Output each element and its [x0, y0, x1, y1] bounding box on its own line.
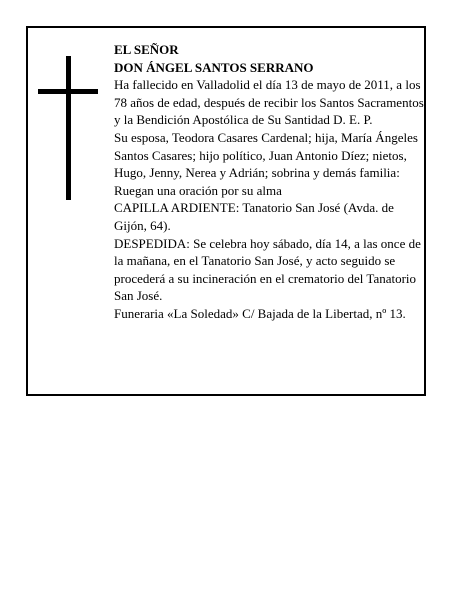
obituary-notice: [26, 26, 426, 396]
prayer-request: Ruegan una oración por su alma: [114, 182, 282, 198]
cross-icon: [38, 56, 102, 200]
notice-heading-title: EL SEÑOR: [114, 42, 179, 57]
notice-text: [114, 41, 424, 323]
family-list: Su esposa, Teodora Casares Cardenal; hija, María Ángeles Santos Casares; hijo político, Juan Antonio Díez; nietos, Hugo, Jenny, Nerea y Adrián; sobrina y demás familia:: [114, 129, 418, 181]
funeral-home: Funeraria «La Soledad» C/ Bajada de la Libertad, nº 13.: [114, 305, 406, 321]
death-announcement: Ha fallecido en Valladolid el día 13 de mayo de 2011, a los 78 años de edad, después de recibir los Santos Sacramentos y la Bendición Apostólica de Su Santidad D. E. P.: [114, 77, 424, 128]
wake-location: CAPILLA ARDIENTE: Tanatorio San José (Avda. de Gijón, 64).: [114, 200, 394, 233]
cross-horizontal-bar: [38, 89, 98, 94]
cross-vertical-bar: [66, 56, 71, 200]
notice-heading-name: DON ÁNGEL SANTOS SERRANO: [114, 59, 314, 75]
farewell-details: DESPEDIDA: Se celebra hoy sábado, día 14, a las once de la mañana, en el Tanatorio San José, y acto seguido se procederá a su incineración en el crematorio del Tanatorio San José.: [114, 235, 421, 304]
